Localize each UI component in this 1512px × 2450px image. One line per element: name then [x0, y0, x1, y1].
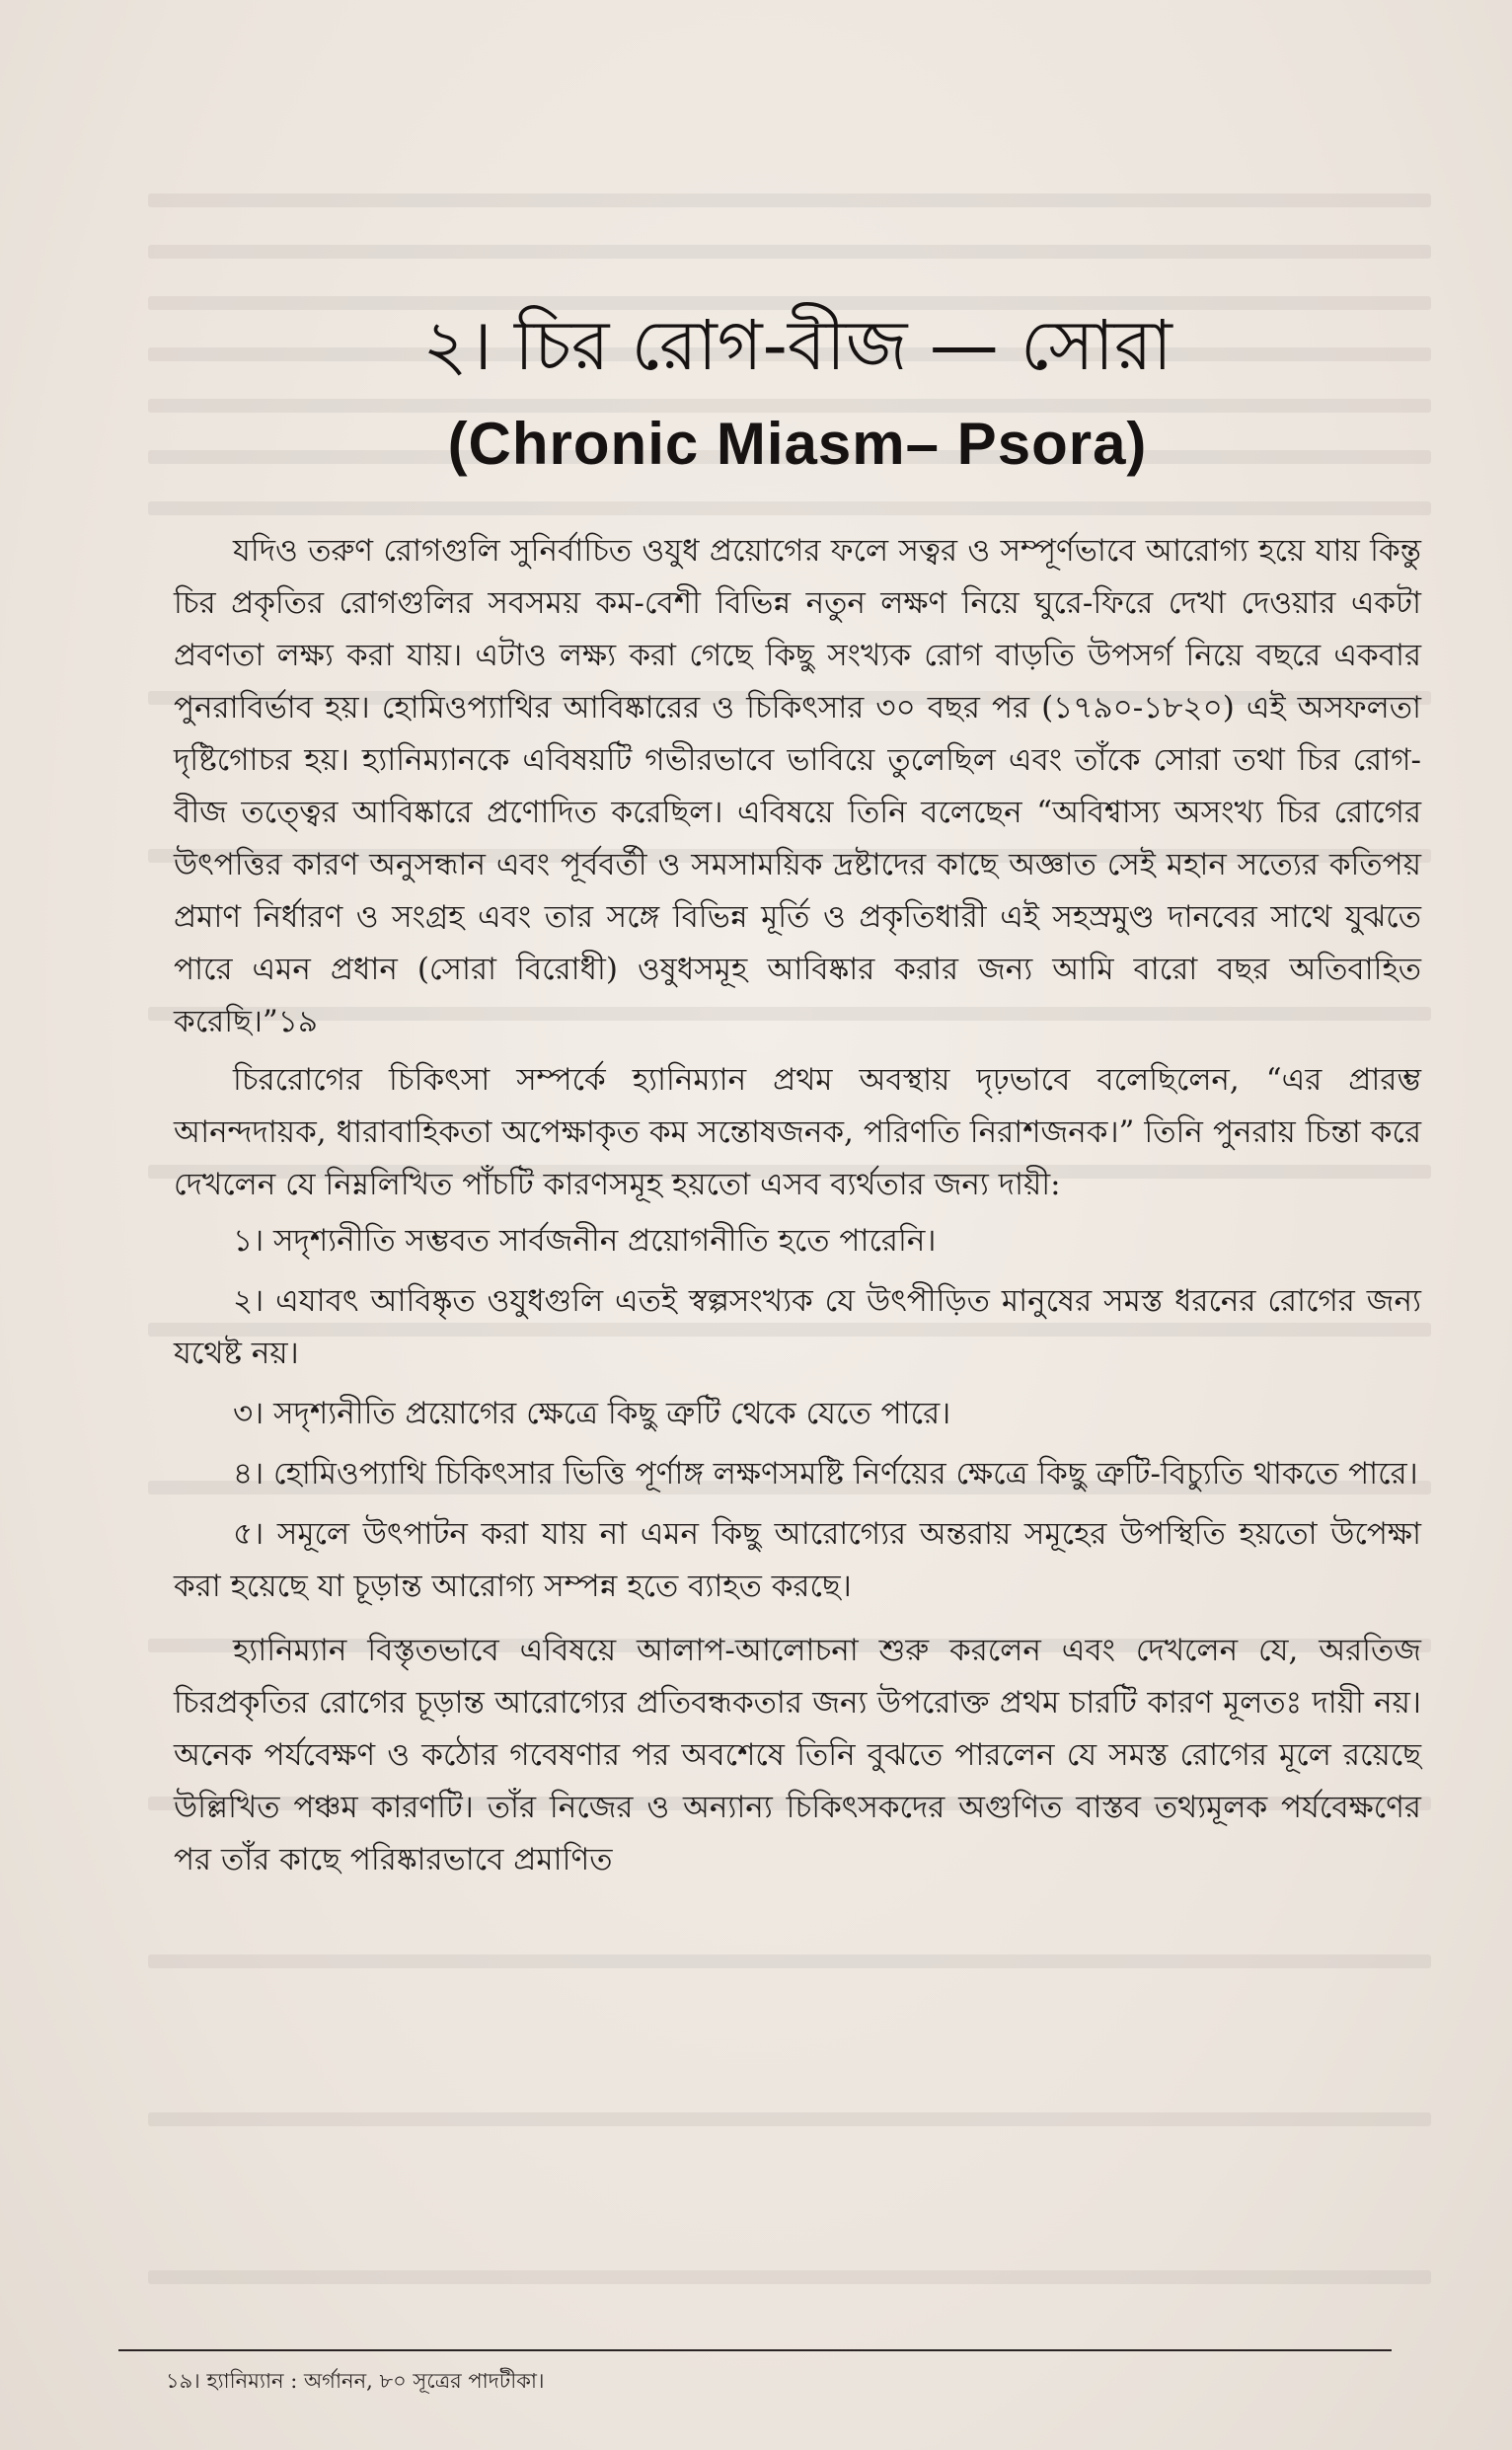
- chapter-subtitle: (Chronic Miasm– Psora): [447, 411, 1148, 477]
- body-paragraph: যদিও তরুণ রোগগুলি সুনির্বাচিত ওযুধ প্রয়োগের ফলে সত্বর ও সম্পূর্ণভাবে আরোগ্য হয়ে যায় কিন্তু চির প্রকৃতির রোগগুলির সবসময় কম-বেশী বিভিন্ন নতুন লক্ষণ নিয়ে ঘুরে-ফিরে দেখা দেওয়ার একটা প্রবণতা লক্ষ্য করা যায়। এটাও লক্ষ্য করা গেছে কিছু সংখ্যক রোগ বাড়তি উপসর্গ নিয়ে বছরে একবার পুনরাবির্ভাব হয়। হোমিওপ্যাথির আবিষ্কারের ও চিকিৎসার ৩০ বছর পর (১৭৯০-১৮২০) এই অসফলতা দৃষ্টিগোচর হয়। হ্যানিম্যানকে এবিষয়টি গভীরভাবে ভাবিয়ে তুলেছিল এবং তাঁকে সোরা তথা চির রোগ-বীজ তত্ত্বের আবিষ্কারে প্রণোদিত করেছিল। এবিষয়ে তিনি বলেছেন “অবিশ্বাস্য অসংখ্য চির রোগের উৎপত্তির কারণ অনুসন্ধান এবং পূর্ববর্তী ও সমসাময়িক দ্রষ্টাদের কাছে অজ্ঞাত সেই মহান সত্যের কতিপয় প্রমাণ নির্ধারণ ও সংগ্রহ এবং তার সঙ্গে বিভিন্ন মূর্তি ও প্রকৃতিধারী এই সহস্রমুণ্ড দানবের সাথে যুঝতে পারে এমন প্রধান (সোরা বিরোধী) ওষুধসমূহ আবিষ্কার করার জন্য আমি বারো বছর অতিবাহিত করেছি।”১৯: [174, 533, 1421, 1039]
- closing-paragraph: হ্যানিম্যান বিস্তৃতভাবে এবিষয়ে আলাপ-আলোচনা শুরু করলেন এবং দেখলেন যে, অরতিজ চিরপ্রকৃতির রোগের চূড়ান্ত আরোগ্যের প্রতিবন্ধকতার জন্য উপরোক্ত প্রথম চারটি কারণ মূলতঃ দায়ী নয়। অনেক পর্যবেক্ষণ ও কঠোর গবেষণার পর অবশেষে তিনি বুঝতে পারলেন যে সমস্ত রোগের মূলে রয়েছে উল্লিখিত পঞ্চম কারণটি। তাঁর নিজের ও অন্যান্য চিকিৎসকদের অগুণিত বাস্তব তথ্যমূলক পর্যবেক্ষণের পর তাঁর কাছে পরিষ্কারভাবে প্রমাণিত: [174, 1633, 1421, 1877]
- list-item: ২। এযাবৎ আবিষ্কৃত ওযুধগুলি এতই স্বল্পসংখ্যক যে উৎপীড়িত মানুষের সমস্ত ধরনের রোগের জন্য যথেষ্ট নয়।: [174, 1283, 1421, 1371]
- chapter-title: ২। চির রোগ-বীজ — সোরা: [422, 305, 1172, 386]
- list-item: ৩। সদৃশ্যনীতি প্রয়োগের ক্ষেত্রে কিছু ত্রুটি থেকে যেতে পারে।: [233, 1396, 951, 1431]
- footnote: ১৯। হ্যানিম্যান : অর্গানন, ৮০ সূত্রের পাদটীকা।: [166, 2369, 545, 2393]
- body-paragraph: চিররোগের চিকিৎসা সম্পর্কে হ্যানিম্যান প্রথম অবস্থায় দৃঢ়ভাবে বলেছিলেন, “এর প্রারম্ভ আনন্দদায়ক, ধারাবাহিকতা অপেক্ষাকৃত কম সন্তোষজনক, পরিণতি নিরাশজনক।” তিনি পুনরায় চিন্তা করে দেখলেন যে নিম্নলিখিত পাঁচটি কারণসমূহ হয়তো এসব ব্যর্থতার জন্য দায়ী:: [174, 1062, 1421, 1202]
- chapter-content: [174, 296, 1421, 1886]
- list-item: ৪। হোমিওপ্যাথি চিকিৎসার ভিত্তি পূর্ণাঙ্গ লক্ষণসমষ্টি নির্ণয়ের ক্ষেত্রে কিছু ত্রুটি-বিচ্যুতি থাকতে পারে।: [233, 1456, 1418, 1492]
- footnote-divider: [118, 2349, 1392, 2351]
- list-item: ১। সদৃশ্যনীতি সম্ভবত সার্বজনীন প্রয়োগনীতি হতে পারেনি।: [233, 1223, 937, 1259]
- list-item: ৫। সমূলে উৎপাটন করা যায় না এমন কিছু আরোগ্যের অন্তরায় সমূহের উপস্থিতি হয়তো উপেক্ষা করা হয়েছে যা চূড়ান্ত আরোগ্য সম্পন্ন হতে ব্যাহত করছে।: [174, 1516, 1421, 1604]
- reasons-list: [174, 1215, 1421, 1613]
